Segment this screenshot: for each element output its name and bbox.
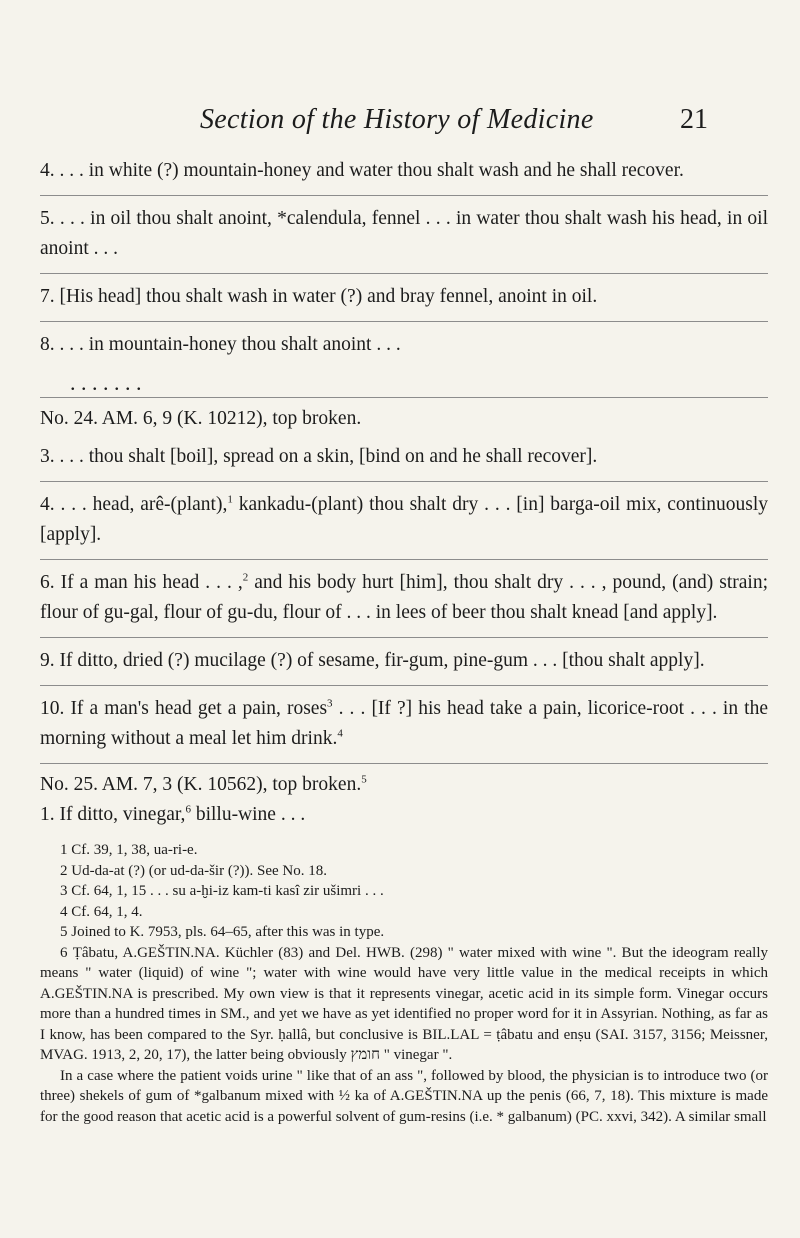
footnote-6-continued: In a case where the patient voids urine " like that of an ass ", followed by blood, the physician is to introduce two (or three) shekels of gum of *galbanum mixed with ½ ka of A.GEŠTIN.NA up the penis (66, 7, 18). This mixture is made for the good reason that acetic acid is a powerful solvent of gum-resins (i.e. * galbanum) (PC. xxvi, 342). A similar small xyxy=(40,1067,768,1125)
footnotes xyxy=(40,840,768,1127)
footnote-2: 2 Ud-da-at (?) (or ud-da-šir (?)). See No. 18. xyxy=(60,862,327,879)
footnote-ref: 1 xyxy=(227,493,233,506)
section-25-heading: No. 25. AM. 7, 3 (K. 10562), top broken.$^5$ xyxy=(40,773,367,795)
footnote-6: 6 Ṭâbatu, A.GEŠTIN.NA. Küchler (83) and Del. HWB. (298) " water mixed with wine ". But the ideogram really means " water (liquid) of wine "; water with wine would have very little value in the medical receipts in which A.GEŠTIN.NA is prescribed. My own view is that it represents vinegar, acetic acid in its simple form. Vinegar occurs more than a hundred times in SM., and yet we have as yet identified no proper word for it in Assyrian. Nothing, as far as I know, has been compared to the Syr. ḥallâ, but conclusive is BIL.LAL = ṭâbatu and enṣu (SAI. 3157, 3156; Meissner, MVAG. 1913, 2, 20, 17), the latter being obviously חומץ " vinegar ". xyxy=(40,944,768,1063)
ellipsis-separator: . . . . . . . xyxy=(40,369,768,398)
footnote-ref: 3 xyxy=(327,697,333,710)
footnote-ref: 6 xyxy=(185,803,191,816)
running-header xyxy=(0,104,800,144)
section-24-paragraph-3: 3. . . . thou shalt [boil], spread on a skin, [bind on and he shall recover]. xyxy=(40,434,768,482)
main-text xyxy=(40,148,768,830)
section-24-paragraph-6: 6. If a man his head . . . ,$^2$ and his body hurt [him], thou shalt dry . . . , pound, (and) strain; flour of gu-gal, flour of gu-du, flour of . . . in lees of beer thou shalt knead [and apply]. xyxy=(40,560,768,638)
footnote-1: 1 Cf. 39, 1, 38, ua-ri-e. xyxy=(60,842,198,858)
page-number: 21 xyxy=(680,104,708,135)
paragraph-4: 4. . . . in white (?) mountain-honey and water thou shalt wash and he shall recover. xyxy=(40,148,768,196)
section-24-heading: No. 24. AM. 6, 9 (K. 10212), top broken. xyxy=(40,408,362,429)
section-24-paragraph-4: 4. . . . head, arê-(plant),$^1$ kankadu-(plant) thou shalt dry . . . [in] barga-oil mix, continuously [apply]. xyxy=(40,482,768,560)
footnote-5: 5 Joined to K. 7953, pls. 64–65, after this was in type. xyxy=(60,924,385,940)
footnote-ref: 4 xyxy=(337,727,343,740)
footnote-3: 3 Cf. 64, 1, 15 . . . su a-ḫi-iz kam-ti kasî zir ušimri . . . xyxy=(60,883,384,899)
footnote-4: 4 Cf. 64, 1, 4. xyxy=(60,903,143,920)
paragraph-7: 7. [His head] thou shalt wash in water (?) and bray fennel, anoint in oil. xyxy=(40,274,768,322)
section-24-paragraph-10: 10. If a man's head get a pain, roses$^3$ . . . [If ?] his head take a pain, licorice-root . . . in the morning without a meal let him drink.$^4$ xyxy=(40,686,768,764)
footnote-ref: 2 xyxy=(242,571,249,584)
section-25-paragraph-1: 1. If ditto, vinegar,$^6$ billu-wine . . . xyxy=(40,803,306,825)
paragraph-8: 8. . . . in mountain-honey thou shalt anoint . . . xyxy=(40,334,401,355)
section-24-paragraph-9: 9. If ditto, dried (?) mucilage (?) of sesame, fir-gum, pine-gum . . . [thou shalt apply]. xyxy=(40,638,768,686)
paragraph-5: 5. . . . in oil thou shalt anoint, *calendula, fennel . . . in water thou shalt wash his head, in oil anoint . . . xyxy=(40,196,768,274)
footnote-ref: 5 xyxy=(361,773,367,786)
running-title: Section of the History of Medicine xyxy=(200,104,594,135)
